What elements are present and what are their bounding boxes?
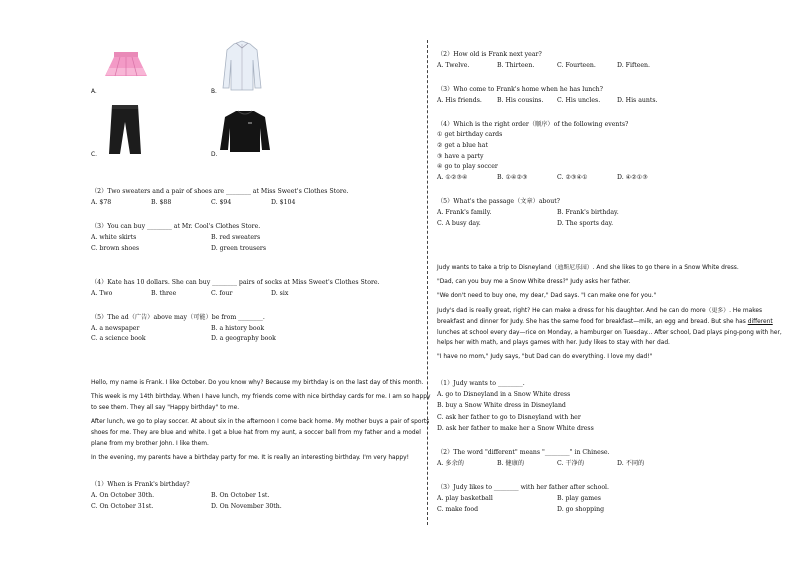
q2-stem: （2）Two sweaters and a pair of shoes are ________ at Miss Sweet's Clothes Store. (91, 188, 349, 195)
r-p2-option-a[interactable]: A. 多余的 (437, 460, 464, 467)
r-passage-line: helps her with math, and plays games with her. Judy likes to stay with her dad. (437, 340, 670, 346)
r-passage-line: "I have no mom," Judy says, "but Dad can do everything. I love my dad!" (437, 354, 653, 360)
r-q3-option-c[interactable]: C. His uncles. (557, 97, 601, 104)
passage-line: Hello, my name is Frank. I like October. Do you know why? Because my birthday is on the last day of this month. (91, 380, 424, 386)
black-sweater-image (218, 108, 272, 154)
r-passage-line: "Dad, can you buy me a Snow White dress?" Judy asks her father. (437, 279, 631, 285)
p1-stem: （1）When is Frank's birthday? (91, 481, 190, 488)
r-passage-line: "We don't need to buy one, my dear," Dad says. "I can make one for you." (437, 293, 657, 299)
r-q5-option-b[interactable]: B. Frank's birthday. (557, 209, 619, 216)
q3-option-c[interactable]: C. brown shoes (91, 245, 140, 252)
r-q2-option-d[interactable]: D. Fifteen. (617, 62, 650, 69)
q5-stem: （5）The ad（广告）above may（可能）be from ________. (91, 314, 265, 321)
r-p3-option-c[interactable]: C. make food (437, 506, 479, 513)
passage-line: shoes for me. They are blue and white. I get a blue hat from my aunt, a soccer ball from my father and a model (91, 430, 421, 436)
r-q4-option-a[interactable]: A. ①②③④ (437, 174, 468, 181)
r-q2-option-b[interactable]: B. Thirteen. (497, 62, 535, 69)
r-p2-option-c[interactable]: C. 干净的 (557, 460, 585, 467)
q5-option-a[interactable]: A. a newspaper (91, 325, 140, 332)
r-q2-option-c[interactable]: C. Fourteen. (557, 62, 596, 69)
r-q2-stem: （2）How old is Frank next year? (437, 51, 542, 58)
r-q4-option-b[interactable]: B. ①④②③ (497, 174, 528, 181)
r-q3-option-b[interactable]: B. His cousins. (497, 97, 544, 104)
q4-stem: （4）Kate has 10 dollars. She can buy ________ pairs of socks at Miss Sweet's Clothes Store. (91, 279, 380, 286)
p1-option-b[interactable]: B. On October 1st. (211, 492, 270, 499)
q3-stem: （3）You can buy ________ at Mr. Cool's Clothes Store. (91, 223, 261, 230)
q3-option-a[interactable]: A. white skirts (91, 234, 137, 241)
r-q4-event: ③ have a party (437, 153, 484, 160)
q4-option-c[interactable]: C. four (211, 290, 233, 297)
passage-line: to see them. They all say "Happy birthday" to me. (91, 405, 240, 411)
underlined-word-different: different (747, 319, 773, 325)
r-q5-stem: （5）What's the passage（文章）about? (437, 198, 561, 205)
r-passage-line: Judy's dad is really great, right? He can make a dress for his daughter. And he can do more（更多）. He makes (437, 308, 763, 314)
r-p1-stem: （1）Judy wants to ________. (437, 380, 525, 387)
passage-line: This week is my 14th birthday. When I have lunch, my friends come with nice birthday cards for me. I am so happy (91, 394, 431, 400)
r-q5-option-a[interactable]: A. Frank's family. (437, 209, 492, 216)
r-p1-option-d[interactable]: D. ask her father to make her a Snow White dress (437, 425, 594, 432)
r-p3-option-a[interactable]: A. play basketball (437, 495, 493, 502)
r-passage-line: Judy wants to take a trip to Disneyland（迪斯尼乐园）. And she likes to go there in a Snow White dress. (437, 265, 739, 271)
white-shirt-image (221, 40, 263, 92)
r-p1-option-a[interactable]: A. go to Disneyland in a Snow White dress (437, 391, 571, 398)
r-passage-text: breakfast and dinner for Judy. She has the same food for breakfast—milk, an egg and bread. But she has (437, 319, 748, 325)
black-trousers-image (100, 102, 150, 157)
r-passage-line: lunches at school every day—rice on Monday, a hamburger on Tuesday... After school, Dad plays ping-pong with her, (437, 330, 782, 336)
q4-option-b[interactable]: B. three (151, 290, 177, 297)
r-p3-option-b[interactable]: B. play games (557, 495, 601, 502)
q4-option-a[interactable]: A. Two (91, 290, 113, 297)
column-divider (427, 40, 428, 525)
r-q3-stem: （3）Who come to Frank's home when he has lunch? (437, 86, 603, 93)
r-q4-option-d[interactable]: D. ④②①③ (617, 174, 648, 181)
passage-line: In the evening, my parents have a birthday party for me. It is really an interesting birthday. I'm very happy! (91, 455, 409, 461)
passage-line: plane from my brother John. I like them. (91, 441, 209, 447)
r-p3-option-d[interactable]: D. go shopping (557, 506, 605, 513)
r-p2-stem: （2）The word "different" means "________" in Chinese. (437, 449, 610, 456)
r-p2-option-d[interactable]: D. 不同的 (617, 460, 645, 467)
option-c-label: C. (91, 152, 97, 158)
option-b-label: B. (211, 89, 217, 95)
q5-option-c[interactable]: C. a science book (91, 335, 146, 342)
r-q3-option-d[interactable]: D. His aunts. (617, 97, 658, 104)
q3-option-d[interactable]: D. green trousers (211, 245, 266, 252)
r-p2-option-b[interactable]: B. 健康的 (497, 460, 525, 467)
r-q5-option-d[interactable]: D. The sports day. (557, 220, 614, 227)
r-passage-line (437, 319, 773, 326)
r-p1-option-c[interactable]: C. ask her father to go to Disneyland with her (437, 414, 581, 421)
r-p1-option-b[interactable]: B. buy a Snow White dress in Disneyland (437, 402, 566, 409)
q5-option-d[interactable]: D. a geography book (211, 335, 276, 342)
r-q3-option-a[interactable]: A. His friends. (437, 97, 482, 104)
r-q5-option-c[interactable]: C. A busy day. (437, 220, 481, 227)
r-q4-event: ② get a blue hat (437, 142, 488, 149)
pink-skirt-image (100, 42, 152, 92)
r-p3-stem: （3）Judy likes to ________ with her father after school. (437, 484, 610, 491)
r-q4-stem: （4）Which is the right order（顺序）of the following events? (437, 121, 629, 128)
r-q4-event: ① get birthday cards (437, 131, 503, 138)
q2-option-b[interactable]: B. $88 (151, 199, 172, 206)
r-q2-option-a[interactable]: A. Twelve. (437, 62, 470, 69)
q3-option-b[interactable]: B. red sweaters (211, 234, 261, 241)
q4-option-d[interactable]: D. six (271, 290, 289, 297)
passage-line: After lunch, we go to play soccer. At about six in the afternoon I come back home. My mother buys a pair of sports (91, 419, 430, 425)
q2-option-d[interactable]: D. $104 (271, 199, 296, 206)
option-a-label: A. (91, 89, 97, 95)
q2-option-c[interactable]: C. $94 (211, 199, 232, 206)
p1-option-c[interactable]: C. On October 31st. (91, 503, 154, 510)
r-q4-event: ④ go to play soccer (437, 163, 498, 170)
r-q4-option-c[interactable]: C. ②③④① (557, 174, 588, 181)
p1-option-d[interactable]: D. On November 30th. (211, 503, 282, 510)
option-d-label: D. (211, 152, 218, 158)
q5-option-b[interactable]: B. a history book (211, 325, 265, 332)
p1-option-a[interactable]: A. On October 30th. (91, 492, 155, 499)
q2-option-a[interactable]: A. $78 (91, 199, 112, 206)
